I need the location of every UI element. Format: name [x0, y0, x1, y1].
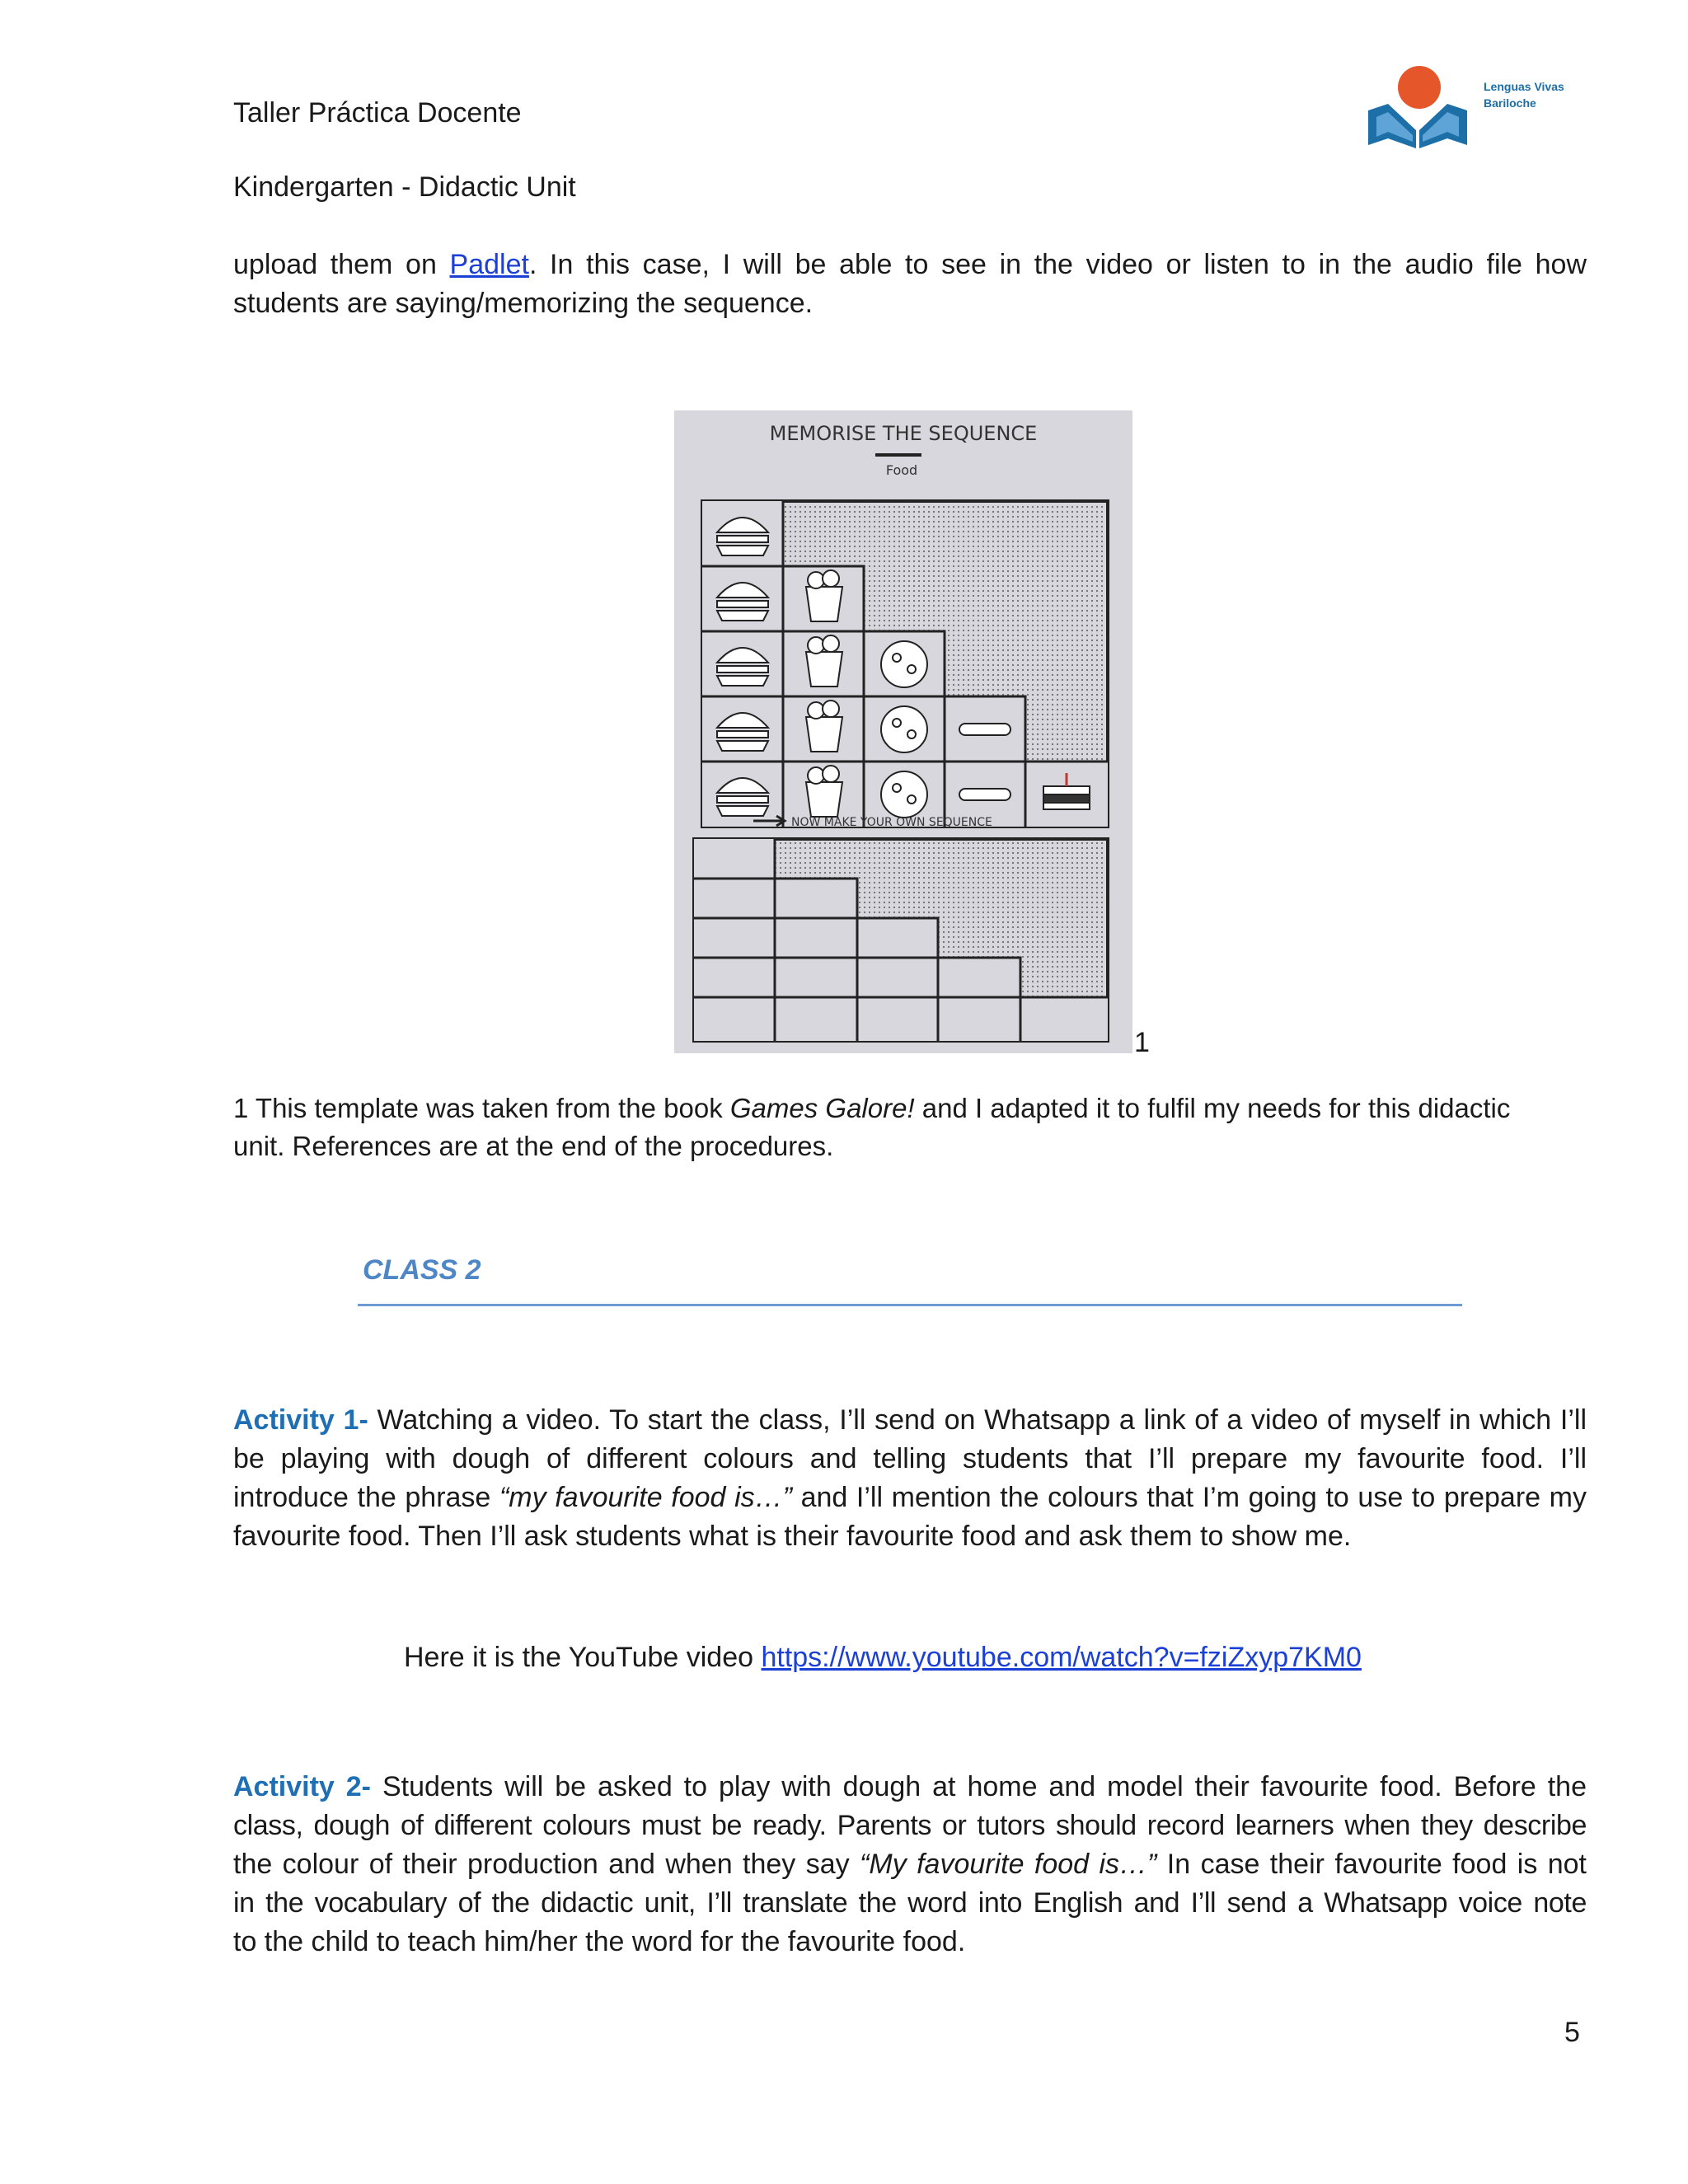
- activity-1-paragraph: [233, 1401, 1587, 1556]
- footnote-reference: 1: [1134, 1027, 1150, 1058]
- intro-line-2: students are saying/memorizing the sequence.: [233, 288, 814, 319]
- title-underline: [875, 453, 921, 457]
- worksheet-title: MEMORISE THE SEQUENCE: [769, 422, 1038, 445]
- intro-paragraph: [233, 246, 1587, 323]
- activity-1-line-4: favourite food. Then I’ll ask students what is their favourite food and ask them to show me.: [233, 1521, 1352, 1552]
- phrase-favourite-food: “my favourite food is…”: [499, 1482, 792, 1513]
- bottom-sequence-grid: [694, 839, 1108, 1041]
- video-line: Here it is the YouTube video https://www.youtube.com/watch?v=fziZxyp7KM0: [404, 1642, 1362, 1673]
- padlet-link[interactable]: Padlet: [449, 249, 529, 280]
- logo-text-line1: Lenguas Vivas: [1484, 80, 1564, 93]
- footnote-paragraph: [233, 1090, 1587, 1165]
- activity-2-line-2: class, dough of different colours must be ready. Parents or tutors should record learners when they describe: [233, 1810, 1587, 1841]
- phrase-my-favourite-food: “My favourite food is…”: [860, 1849, 1157, 1880]
- worksheet-subtitle: Food: [885, 462, 918, 478]
- activity-2-label: Activity 2-: [233, 1771, 371, 1802]
- activity-1-line-3: introduce the phrase “my favourite food is…” and I’ll mention the colours that I’m going to use to prepare my: [233, 1482, 1587, 1513]
- class-heading-rule: [358, 1304, 1462, 1306]
- memorise-sequence-worksheet: [674, 410, 1132, 1053]
- header-subtitle: Kindergarten - Didactic Unit: [233, 171, 576, 203]
- activity-1-line-2: be playing with dough of different colours and telling students that I’ll prepare my favourite food. I’ll: [233, 1443, 1587, 1474]
- activity-1-label: Activity 1-: [233, 1404, 368, 1436]
- activity-2-line-1: Activity 2- Students will be asked to play with dough at home and model their favourite food. Before the: [233, 1771, 1587, 1802]
- pizza-icon: [881, 641, 927, 818]
- book-sun-logo-icon: [1368, 59, 1566, 158]
- activity-2-line-4: in the vocabulary of the didactic unit, I’ll translate the word into English and I’ll send a Whatsapp voice note: [233, 1887, 1587, 1919]
- book-title: Games Galore!: [729, 1093, 915, 1123]
- activity-2-paragraph: [233, 1768, 1587, 1961]
- activity-2-line-5: to the child to teach him/her the word for the favourite food.: [233, 1926, 966, 1957]
- page-number: 5: [1564, 2017, 1580, 2048]
- institution-logo: [1368, 59, 1566, 158]
- youtube-link[interactable]: https://www.youtube.com/watch?v=fziZxyp7KM0: [761, 1642, 1362, 1673]
- svg-text:NOW MAKE YOUR OWN SEQUENCE: NOW MAKE YOUR OWN SEQUENCE: [791, 816, 992, 829]
- logo-text-line2: Bariloche: [1484, 96, 1536, 110]
- footnote-line-1: 1 This template was taken from the book Games Galore! and I adapted it to fulfil my needs for this didactic: [233, 1093, 1511, 1123]
- intro-line-1: upload them on Padlet. In this case, I will be able to see in the video or listen to in the audio file how: [233, 249, 1587, 280]
- worksheet-image: [674, 410, 1132, 1053]
- top-sequence-grid: [702, 501, 1108, 827]
- header-title: Taller Práctica Docente: [233, 97, 522, 129]
- footnote-line-2: unit. References are at the end of the procedures.: [233, 1131, 834, 1161]
- activity-2-line-3: the colour of their production and when they say “My favourite food is…” In case their favourite food is not: [233, 1849, 1587, 1880]
- activity-1-line-1: Activity 1- Watching a video. To start the class, I’ll send on Whatsapp a link of a video of myself in which I’ll: [233, 1404, 1587, 1436]
- class-heading: CLASS 2: [363, 1254, 481, 1286]
